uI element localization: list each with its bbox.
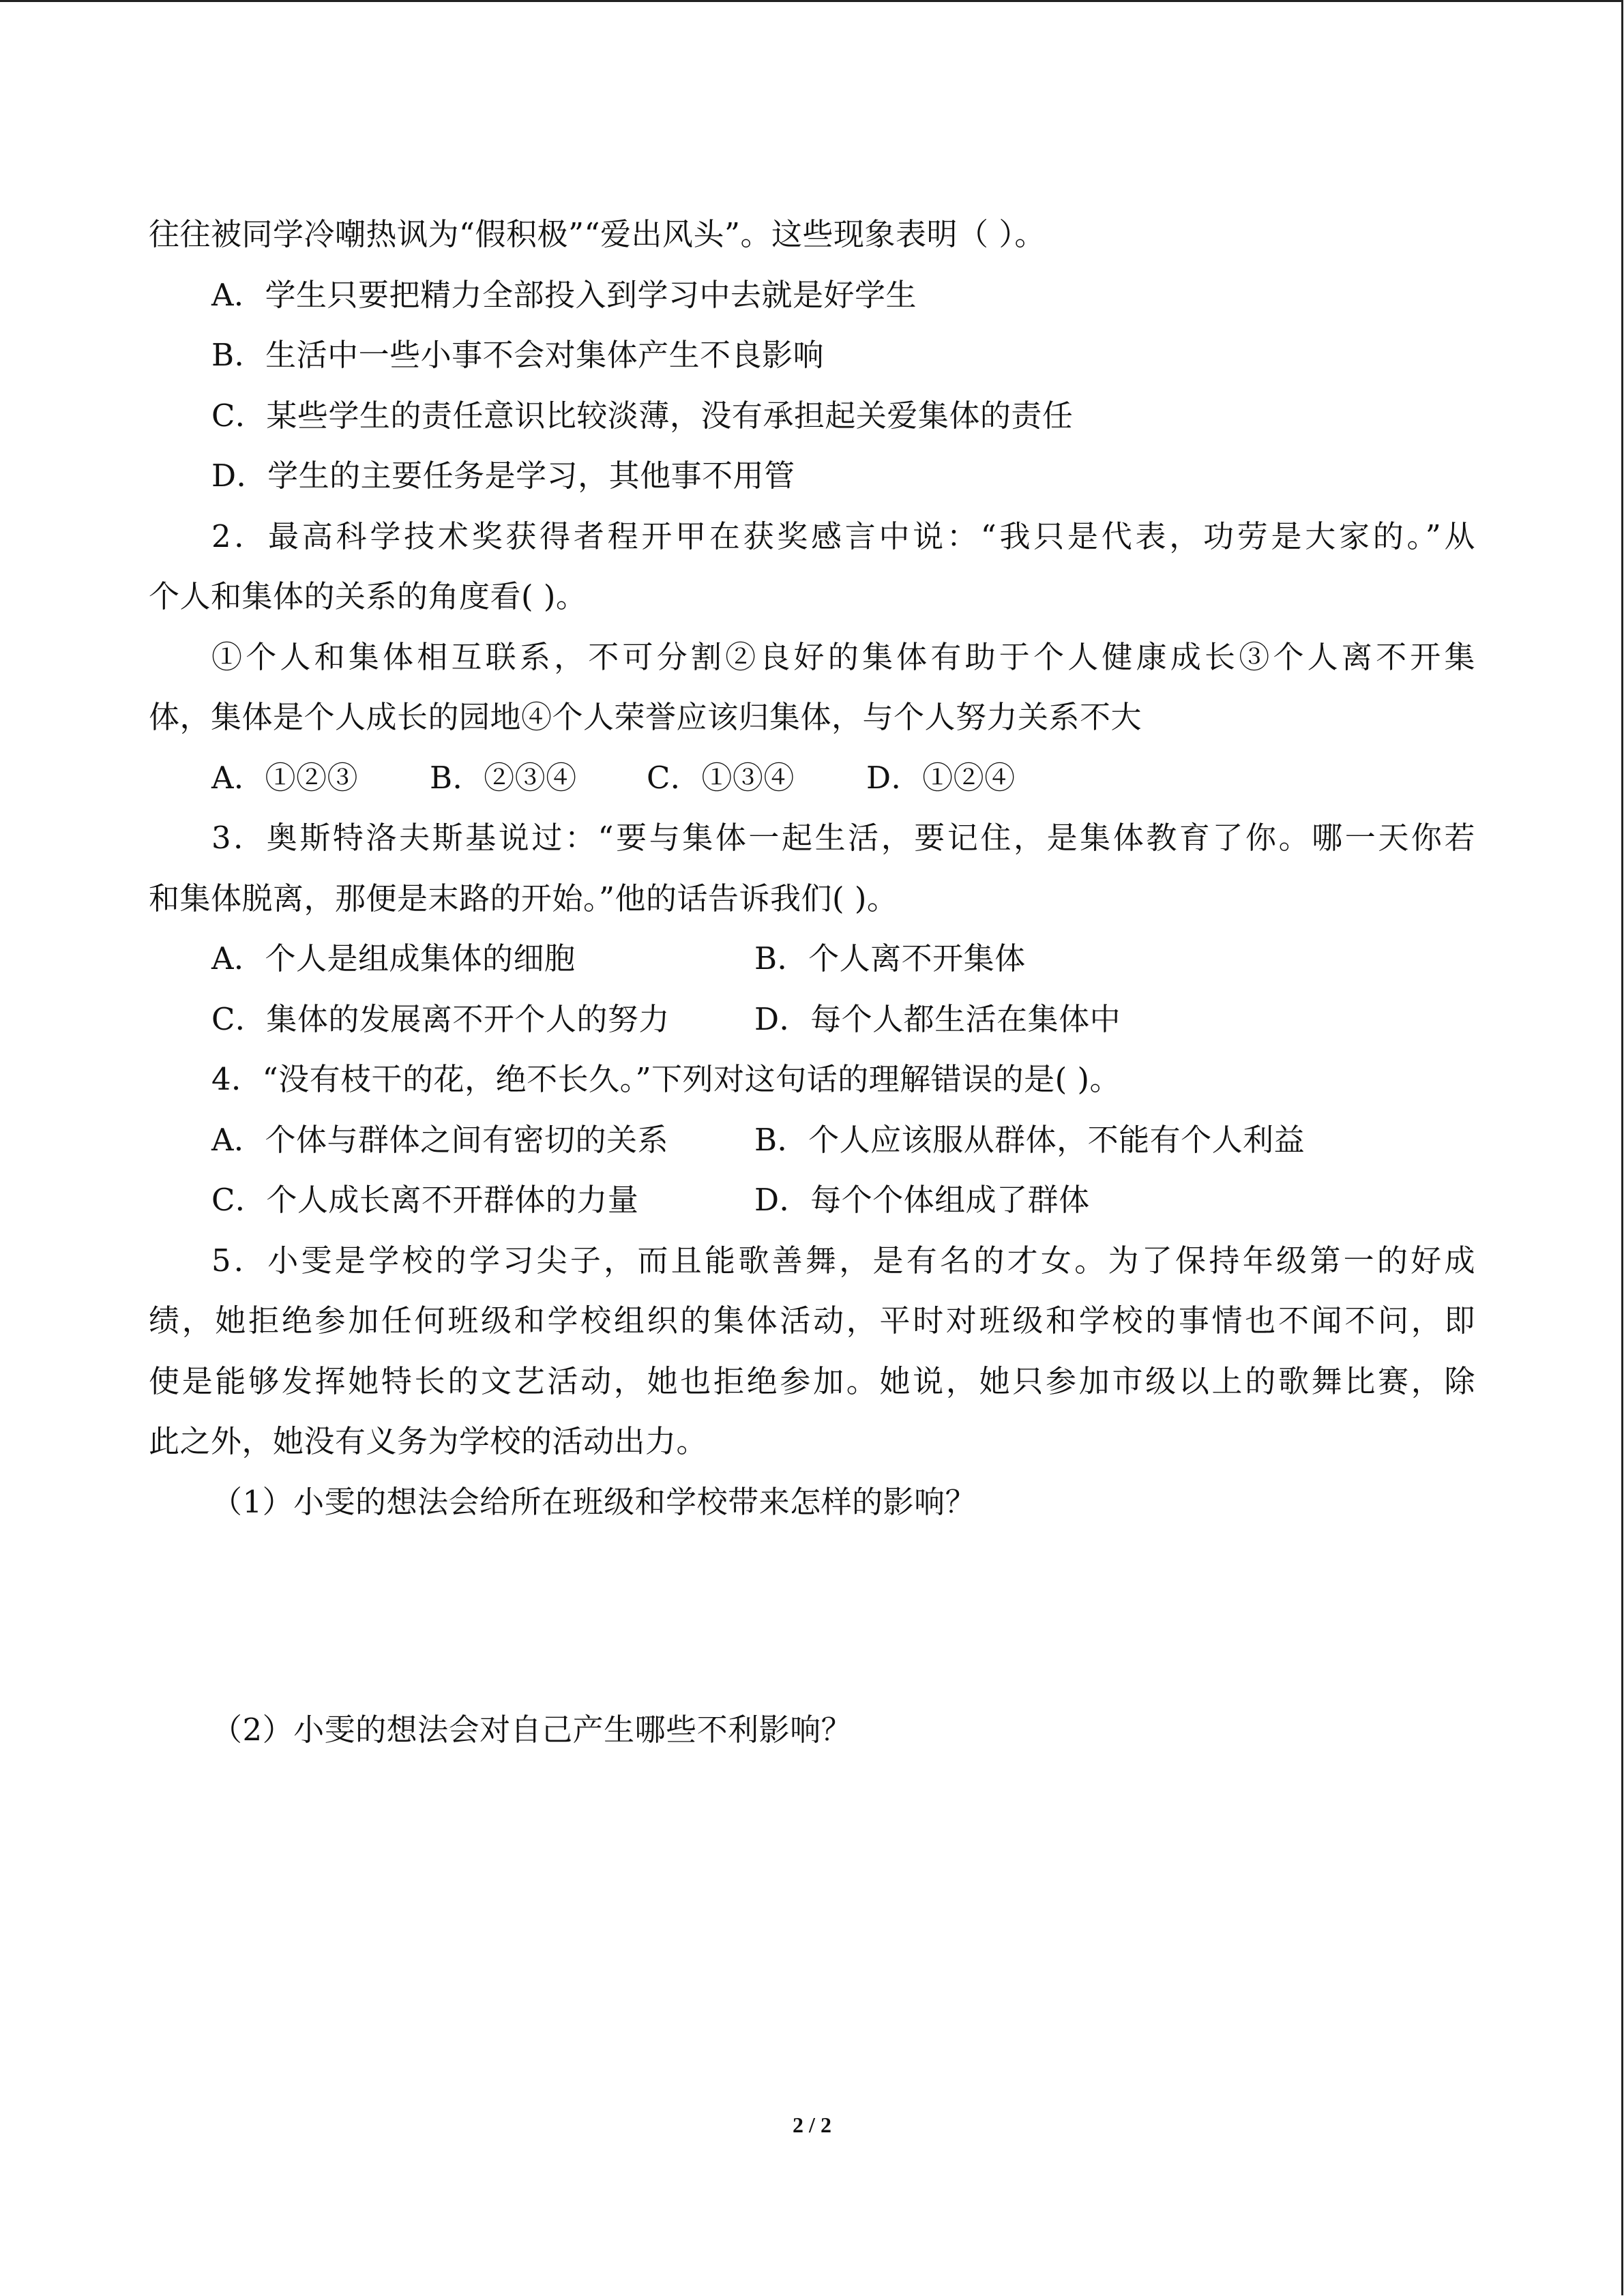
q1-option-c: C．某些学生的责任意识比较淡薄，没有承担起关爱集体的责任 bbox=[211, 397, 1074, 434]
q1-option-a: A．学生只要把精力全部投入到学习中去就是好学生 bbox=[211, 276, 917, 313]
q2-stem-line1: 2．最高科学技术奖获得者程开甲在获奖感言中说：“我只是代表，功劳是大家的。”从 bbox=[211, 518, 1475, 554]
q2-option-c: C．①③④ bbox=[647, 759, 795, 796]
q2-statements-line2: 体，集体是个人成长的园地④个人荣誉应该归集体，与个人努力关系不大 bbox=[149, 699, 1142, 735]
q3-option-c: C．集体的发展离不开个人的努力 bbox=[211, 1000, 670, 1037]
page-number: 2 / 2 bbox=[793, 2113, 831, 2137]
q3-stem-line2: 和集体脱离，那便是末路的开始。”他的话告诉我们( )。 bbox=[149, 880, 898, 916]
q3-options-row-1 bbox=[149, 929, 1475, 989]
q4-option-b: B．个人应该服从群体，不能有个人利益 bbox=[754, 1121, 1305, 1158]
q1-option-d: D．学生的主要任务是学习，其他事不用管 bbox=[211, 458, 795, 494]
q3-option-d: D．每个人都生活在集体中 bbox=[754, 1000, 1121, 1037]
q3-stem-line1: 3．奥斯特洛夫斯基说过：“要与集体一起生活，要记住，是集体教育了你。哪一天你若 bbox=[211, 820, 1475, 856]
q3-option-a: A．个人是组成集体的细胞 bbox=[211, 940, 576, 976]
q5-stem-line3: 使是能够发挥她特长的文艺活动，她也拒绝参加。她说，她只参加市级以上的歌舞比赛，除 bbox=[149, 1362, 1475, 1399]
q4-options-row-1 bbox=[149, 1110, 1475, 1171]
q5-stem-line1: 5．小雯是学校的学习尖子，而且能歌善舞，是有名的才女。为了保持年级第一的好成 bbox=[211, 1242, 1475, 1279]
q2-option-b: B．②③④ bbox=[430, 759, 577, 796]
q5-sub-question-1: （1）小雯的想法会给所在班级和学校带来怎样的影响？ bbox=[211, 1483, 977, 1520]
q5-stem-line4: 此之外，她没有义务为学校的活动出力。 bbox=[149, 1423, 708, 1459]
q2-option-a: A．①②③ bbox=[211, 759, 358, 796]
q3-options-row-2 bbox=[149, 989, 1475, 1050]
q2-statements-line1: ①个人和集体相互联系，不可分割②良好的集体有助于个人健康成长③个人离不开集 bbox=[211, 638, 1475, 675]
q2-option-d: D．①②④ bbox=[866, 759, 1016, 796]
q4-stem: 4．“没有枝干的花，绝不长久。”下列对这句话的理解错误的是( )。 bbox=[211, 1061, 1121, 1097]
q4-options-row-2 bbox=[149, 1170, 1475, 1231]
q4-option-d: D．每个个体组成了群体 bbox=[754, 1182, 1090, 1218]
q1-stem-continuation: 往往被同学冷嘲热讽为“假积极”“爱出风头”。这些现象表明（ ）。 bbox=[149, 216, 1046, 252]
answer-space-2 bbox=[149, 1761, 1475, 1928]
document-body bbox=[149, 205, 1475, 1928]
q1-option-b: B．生活中一些小事不会对集体产生不良影响 bbox=[211, 337, 825, 373]
q5-sub-question-2: （2）小雯的想法会对自己产生哪些不利影响？ bbox=[211, 1712, 853, 1748]
q3-option-b: B．个人离不开集体 bbox=[754, 940, 1026, 976]
answer-space-1 bbox=[149, 1532, 1475, 1700]
q4-option-c: C．个人成长离不开群体的力量 bbox=[211, 1182, 639, 1218]
q2-stem-line2: 个人和集体的关系的角度看( )。 bbox=[149, 578, 587, 614]
q2-options-row bbox=[149, 748, 1475, 809]
q5-stem-line2: 绩，她拒绝参加任何班级和学校组织的集体活动，平时对班级和学校的事情也不闻不问，即 bbox=[149, 1302, 1475, 1339]
q4-option-a: A．个体与群体之间有密切的关系 bbox=[211, 1121, 668, 1158]
